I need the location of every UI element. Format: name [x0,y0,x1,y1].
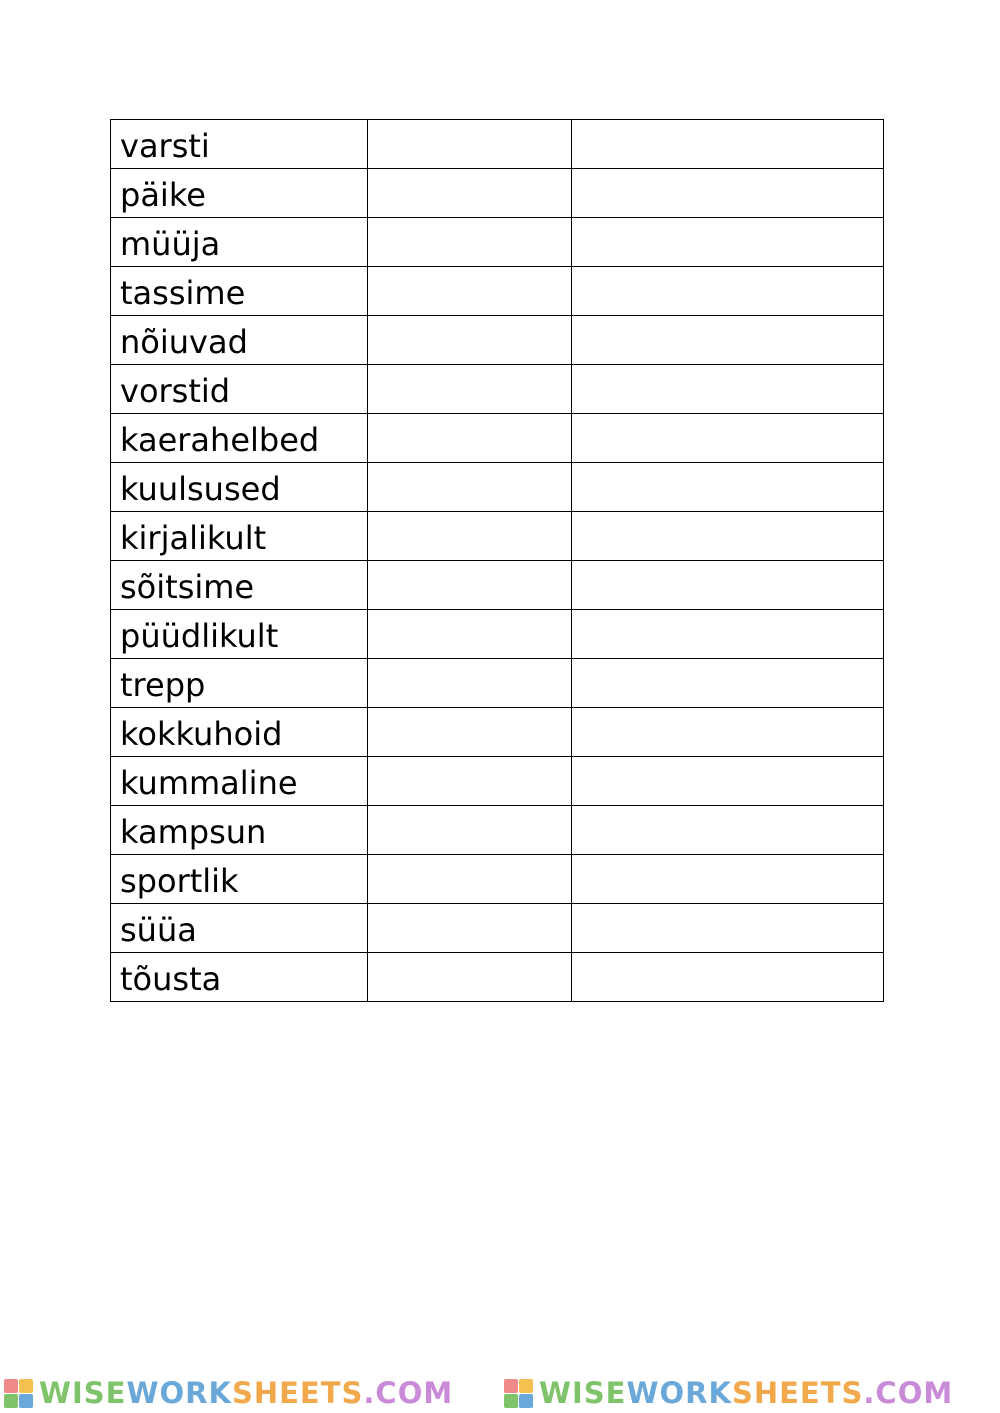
answer-cell[interactable] [368,316,572,365]
table-row [111,757,884,806]
answer-cell[interactable] [572,512,884,561]
answer-cell[interactable] [572,414,884,463]
answer-cell[interactable] [368,708,572,757]
word-cell: tassime [111,267,368,316]
wiseworksheets-logo [500,1373,1000,1413]
logo-text-part: .COM [363,1375,454,1410]
answer-cell[interactable] [368,855,572,904]
table-row [111,169,884,218]
answer-cell[interactable] [368,365,572,414]
answer-cell[interactable] [572,120,884,169]
answer-cell[interactable] [572,267,884,316]
answer-cell[interactable] [368,610,572,659]
answer-cell[interactable] [368,757,572,806]
logo-square [504,1394,518,1408]
answer-cell[interactable] [368,561,572,610]
logo-squares-icon [504,1379,533,1408]
answer-cell[interactable] [368,659,572,708]
table-row [111,806,884,855]
table-row [111,659,884,708]
answer-cell[interactable] [572,708,884,757]
answer-cell[interactable] [572,904,884,953]
table-row [111,365,884,414]
table-row [111,953,884,1002]
logo-text [39,1375,454,1410]
logo-square [519,1394,533,1408]
logo-text-part: WORK [626,1375,732,1410]
logo-squares-icon [4,1379,33,1408]
table-row [111,512,884,561]
answer-cell[interactable] [572,757,884,806]
table-row [111,120,884,169]
table-row [111,316,884,365]
word-cell: varsti [111,120,368,169]
word-cell: trepp [111,659,368,708]
table-row [111,904,884,953]
logo-text-part: SHEETS [231,1375,364,1410]
logo-square [4,1379,18,1393]
answer-cell[interactable] [368,414,572,463]
answer-cell[interactable] [368,904,572,953]
answer-cell[interactable] [368,953,572,1002]
word-cell: kampsun [111,806,368,855]
table-row [111,708,884,757]
logo-square [19,1379,33,1393]
answer-cell[interactable] [572,953,884,1002]
word-cell: kaerahelbed [111,414,368,463]
answer-cell[interactable] [572,169,884,218]
table-row [111,610,884,659]
wiseworksheets-logo [0,1373,500,1413]
answer-cell[interactable] [368,512,572,561]
answer-cell[interactable] [572,610,884,659]
logo-square [4,1394,18,1408]
word-cell: püüdlikult [111,610,368,659]
table-row [111,218,884,267]
answer-cell[interactable] [572,855,884,904]
logo-text-part: WISE [39,1375,127,1410]
word-cell: nõiuvad [111,316,368,365]
word-cell: kuulsused [111,463,368,512]
word-cell: tõusta [111,953,368,1002]
logo-text-part: WISE [539,1375,627,1410]
word-cell: müüja [111,218,368,267]
word-cell: sõitsime [111,561,368,610]
word-cell: päike [111,169,368,218]
word-cell: kummaline [111,757,368,806]
answer-cell[interactable] [368,169,572,218]
word-cell: vorstid [111,365,368,414]
answer-cell[interactable] [572,316,884,365]
logo-square [19,1394,33,1408]
answer-cell[interactable] [368,463,572,512]
table-row [111,463,884,512]
word-cell: kokkuhoid [111,708,368,757]
answer-cell[interactable] [572,218,884,267]
table-row [111,855,884,904]
answer-cell[interactable] [572,659,884,708]
logo-square [519,1379,533,1393]
table-row [111,414,884,463]
answer-cell[interactable] [572,806,884,855]
answer-cell[interactable] [572,365,884,414]
word-table-body [111,120,884,1002]
answer-cell[interactable] [368,218,572,267]
word-cell: süüa [111,904,368,953]
word-cell: sportlik [111,855,368,904]
logo-text-part: SHEETS [731,1375,864,1410]
word-cell: kirjalikult [111,512,368,561]
logo-text-part: .COM [863,1375,954,1410]
answer-cell[interactable] [368,806,572,855]
answer-cell[interactable] [368,120,572,169]
logo-text [539,1375,954,1410]
logo-text-part: WORK [126,1375,232,1410]
table-row [111,267,884,316]
word-table [110,119,884,1002]
answer-cell[interactable] [572,463,884,512]
answer-cell[interactable] [572,561,884,610]
logo-square [504,1379,518,1393]
table-row [111,561,884,610]
footer-banner [0,1373,1000,1413]
answer-cell[interactable] [368,267,572,316]
